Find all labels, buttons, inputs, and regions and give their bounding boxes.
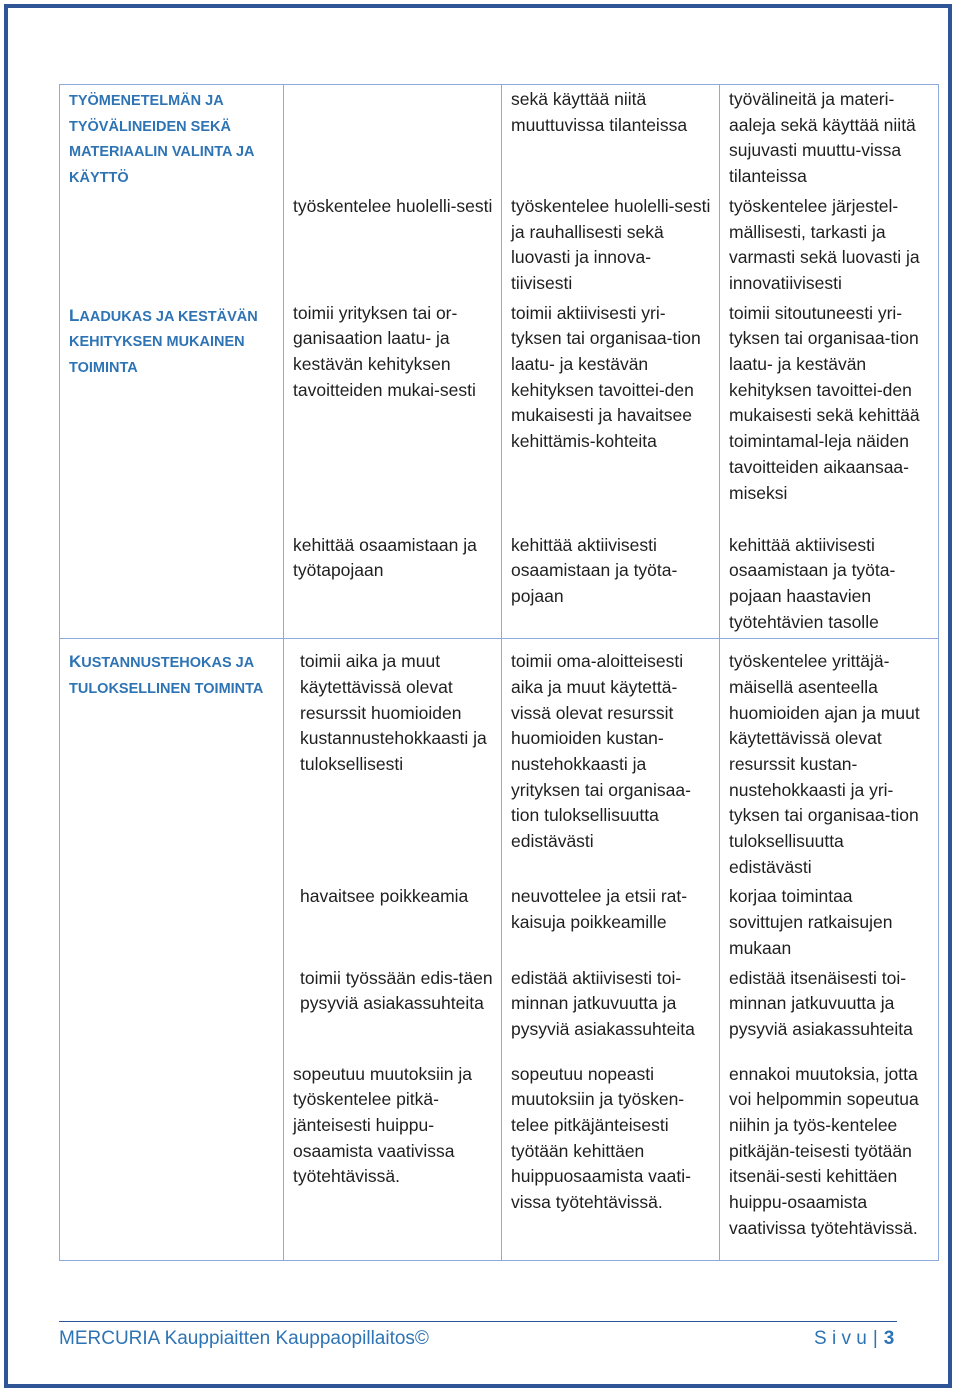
assessment-criteria-table xyxy=(59,84,939,1261)
table-row xyxy=(60,639,939,883)
criteria-cell: toimii oma-aloitteisesti aika ja muut käytettä-vissä olevat resurssit huomioiden kustan-nustehokkaasti ja yrityksen tai organisaa-tion tuloksellisuutta edistävästi xyxy=(502,639,720,883)
page-label: S i v u xyxy=(814,1328,867,1349)
criteria-cell xyxy=(284,85,502,192)
criteria-cell: työskentelee huolelli-sesti ja rauhallisesti sekä luovasti ja innova-tiivisesti xyxy=(502,192,720,299)
footer-page-indicator xyxy=(814,1328,894,1350)
criteria-cell: kehittää osaamistaan ja työtapojaan xyxy=(284,531,502,639)
criteria-cell: kehittää aktiivisesti osaamistaan ja työta-pojaan xyxy=(502,531,720,639)
page-number: 3 xyxy=(883,1328,895,1349)
criteria-cell: toimii sitoutuneesti yri-tyksen tai organisaa-tion laatu- ja kestävän kehityksen tavoittei-den mukaisesti sekä kehittää toimintamal-leja näiden tavoitteiden aikaansaa-miseksi xyxy=(720,299,939,531)
criteria-cell: työvälineitä ja materi-aaleja sekä käyttää niitä sujuvasti muuttu-vissa tilanteissa xyxy=(720,85,939,192)
criteria-cell: sopeutuu muutoksiin ja työskentelee pitkä-jänteisesti huippu-osaamista vaativissa työtehtävissä. xyxy=(284,1052,502,1261)
criteria-cell: työskentelee järjestel-mällisesti, tarkasti ja varmasti sekä luovasti ja innovatiivisesti xyxy=(720,192,939,299)
criteria-cell: toimii työssään edis-täen pysyviä asiakassuhteita xyxy=(284,964,502,1052)
criteria-cell: korjaa toimintaa sovittujen ratkaisujen mukaan xyxy=(720,882,939,963)
criteria-cell: työskentelee yrittäjä-mäisellä asenteella huomioiden ajan ja muut käytettävissä olevat resurssit kustan-nustehokkaasti ja yri-tyksen tai organisaa-tion tuloksellisuutta edistävästi xyxy=(720,639,939,883)
criteria-cell: kehittää aktiivisesti osaamistaan ja työta-pojaan haastavien työtehtävien tasolle xyxy=(720,531,939,639)
criteria-cell: ennakoi muutoksia, jotta voi helpommin sopeutua niihin ja työs-kentelee pitkäjän-teisesti työtään itsenäi-sesti kehittäen huippu-osaamista vaativissa työtehtävissä. xyxy=(720,1052,939,1261)
table-row xyxy=(60,299,939,531)
heading-capital: L xyxy=(69,305,80,325)
heading-text: USTANNUSTEHOKAS JA TULOKSELLINEN TOIMINTA xyxy=(69,655,264,697)
criteria-cell: sekä käyttää niitä muuttuvissa tilanteissa xyxy=(502,85,720,192)
criteria-cell: edistää aktiivisesti toi-minnan jatkuvuutta ja pysyviä asiakassuhteita xyxy=(502,964,720,1052)
criteria-cell: toimii aika ja muut käytettävissä olevat resurssit huomioiden kustannustehokkaasti ja tuloksellisesti xyxy=(284,639,502,883)
criteria-cell: sopeutuu nopeasti muutoksiin ja työsken-telee pitkäjänteisesti työtään kehittäen huippuosaamista vaati-vissa työtehtävissä. xyxy=(502,1052,720,1261)
footer-divider xyxy=(59,1321,897,1322)
criteria-cell: työskentelee huolelli-sesti xyxy=(284,192,502,299)
section-heading-work-methods: TYÖMENETELMÄN JA TYÖVÄLINEIDEN SEKÄ MATERIAALIN VALINTA JA KÄYTTÖ xyxy=(60,85,284,299)
section-heading-cost-efficiency xyxy=(60,639,284,1261)
criteria-cell: edistää itsenäisesti toi-minnan jatkuvuutta ja pysyviä asiakassuhteita xyxy=(720,964,939,1052)
heading-capital: K xyxy=(69,652,82,672)
table-row xyxy=(60,85,939,192)
section-heading-quality-sustainability xyxy=(60,299,284,639)
criteria-cell: neuvottelee ja etsii rat-kaisuja poikkeamille xyxy=(502,882,720,963)
criteria-cell: toimii aktiivisesti yri-tyksen tai organisaa-tion laatu- ja kestävän kehityksen tavoittei-den mukaisesti ja havaitsee kehittämis-kohteita xyxy=(502,299,720,531)
criteria-cell: havaitsee poikkeamia xyxy=(284,882,502,963)
heading-text: AADUKAS JA KESTÄVÄN KEHITYKSEN MUKAINEN TOIMINTA xyxy=(69,308,258,376)
page-separator: | xyxy=(872,1328,878,1349)
footer-organization: MERCURIA Kauppiaitten Kauppaopillaitos© xyxy=(59,1328,429,1349)
criteria-cell: toimii yrityksen tai or-ganisaation laatu- ja kestävän kehityksen tavoitteiden mukai-sesti xyxy=(284,299,502,531)
